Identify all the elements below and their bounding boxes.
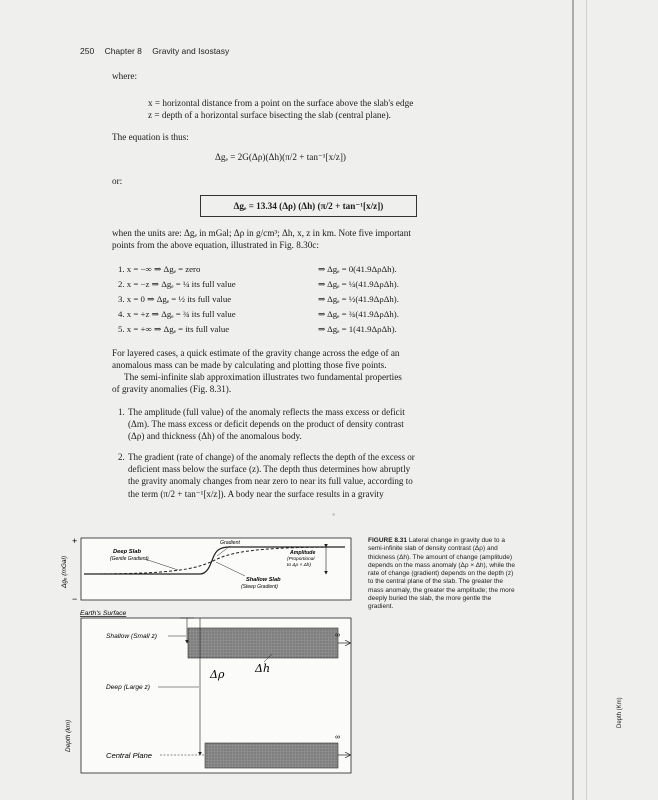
figure-number: FIGURE 8.31 xyxy=(368,537,408,544)
deep-slab-body xyxy=(205,743,338,768)
caption-text: Lateral change in gravity due to a semi-infinite slab of density contrast (Δρ) and thickness (Δh). The amount of change (amplitude) depends on the mass anomaly (Δρ × Δh), while the rate of change (gradient) depends on the depth (z) to the central plane of the slab. The greater the mass anomaly, the greater the amplitude; the more deeply buried the slab, the more gentle the gradient. xyxy=(368,537,515,611)
z-definition: z = depth of a horizontal surface bisecting the slab (central plane). xyxy=(148,110,391,120)
layered-line-1: For layered cases, a quick estimate of the gravity change across the edge of an xyxy=(112,348,400,358)
deep-slab-sub: (Gentle Gradient) xyxy=(110,556,149,562)
point-result: ⇒ Δgₑ = 1(41.9ΔρΔh). xyxy=(318,324,397,334)
deep-large-z-label: Deep (Large z) xyxy=(106,684,150,691)
page-number: 250 xyxy=(80,46,95,56)
infinity-deep: ∞ xyxy=(335,734,340,741)
y-axis-label-gravity: Δgₑ (mGal) xyxy=(61,555,68,588)
corner-mark: ∝ xyxy=(332,513,336,518)
point-result: ⇒ Δgₑ = 0(41.9ΔρΔh). xyxy=(318,264,397,274)
layered-line-2: anomalous mass can be made by calculating and plotting those five points. xyxy=(112,360,387,370)
units-line-2: points from the above equation, illustrated in Fig. 8.30c: xyxy=(112,240,319,250)
where-label: where: xyxy=(112,71,137,81)
page-gutter-shadow xyxy=(572,0,574,800)
shallow-slab-sub: (Steep Gradient) xyxy=(241,584,278,590)
amplitude-sub-2: to Δρ × Δh) xyxy=(287,563,312,568)
deep-slab-label: Deep Slab xyxy=(113,549,142,555)
amplitude-sub-1: (Proportional xyxy=(287,557,315,562)
point-result: ⇒ Δgₑ = ¼(41.9ΔρΔh). xyxy=(318,279,399,289)
item-line: deficient mass below the surface (z). The depth thus determines how abruptly xyxy=(128,464,411,475)
minus-sign: − xyxy=(72,594,78,604)
item-line: the term (π/2 + tan⁻¹[x/z]). A body near the surface results in a gravity xyxy=(128,488,384,499)
item-line: The amplitude (full value) of the anomaly reflects the mass excess or deficit xyxy=(128,407,405,417)
earth-surface-label: Earth's Surface xyxy=(80,610,127,617)
point-condition: 3. x = 0 ⇒ Δgₑ = ½ its full value xyxy=(118,294,232,304)
infinity-shallow: ∞ xyxy=(335,632,340,639)
figure-caption xyxy=(368,537,518,612)
running-header xyxy=(80,46,237,56)
point-condition: 5. x = +∞ ⇒ Δgₑ = its full value xyxy=(118,324,230,334)
item-line: the gravity anomaly changes from near zero to near its full value, according to xyxy=(128,476,413,487)
layered-line-4: of gravity anomalies (Fig. 8.31). xyxy=(112,384,232,394)
item-line: The gradient (rate of change) of the anomaly reflects the depth of the excess or xyxy=(128,452,415,462)
point-condition: 1. x = −∞ ⇒ Δgₑ = zero xyxy=(118,264,201,274)
amplitude-label: Amplitude xyxy=(290,550,316,556)
item-number: 2. xyxy=(118,452,125,462)
point-result: ⇒ Δgₑ = ½(41.9ΔρΔh). xyxy=(318,294,399,304)
gradient-label: Gradient xyxy=(220,540,240,546)
item-line: (Δm). The mass excess or deficit depends on the product of density contrast xyxy=(128,419,404,430)
side-depth-label: Depth (Km) xyxy=(617,697,623,728)
plus-sign: + xyxy=(72,536,78,546)
layered-line-3: The semi-infinite slab approximation illustrates two fundamental properties xyxy=(124,372,402,382)
point-condition: 2. x = −z ⇒ Δgₑ = ¼ its full value xyxy=(118,279,236,289)
point-condition: 4. x = +z ⇒ Δgₑ = ¾ its full value xyxy=(118,309,236,319)
equation-intro: The equation is thus: xyxy=(112,132,189,142)
chapter-label: Chapter 8 xyxy=(104,46,142,56)
y-axis-label-depth: Depth (km) xyxy=(65,719,72,752)
chapter-title: Gravity and Isostasy xyxy=(152,46,230,56)
point-result: ⇒ Δgₑ = ¾(41.9ΔρΔh). xyxy=(318,309,399,319)
page-gutter-line xyxy=(586,0,587,800)
units-line-1: when the units are: Δgₑ in mGal; Δρ in g/cm³; Δh, x, z in km. Note five important xyxy=(112,228,411,238)
shallow-slab-body xyxy=(188,628,338,658)
central-plane-label: Central Plane xyxy=(106,751,153,760)
delta-rho-label: Δρ xyxy=(210,668,225,681)
x-definition: x = horizontal distance from a point on the surface above the slab's edge xyxy=(148,98,414,108)
delta-h-label: Δh xyxy=(255,662,271,675)
boxed-equation: Δgₑ = 13.34 (Δρ) (Δh) (π/2 + tan⁻¹[x/z]) xyxy=(200,195,417,217)
shallow-slab-label: Shallow Slab xyxy=(246,577,281,583)
item-line: (Δρ) and thickness (Δh) of the anomalous body. xyxy=(128,431,302,442)
item-number: 1. xyxy=(118,407,125,417)
or-label: or: xyxy=(112,176,123,186)
list-item xyxy=(128,451,503,500)
shallow-small-z-label: Shallow (Small z) xyxy=(106,633,157,640)
equation-1: Δgₑ = 2G(Δρ)(Δh)(π/2 + tan⁻¹[x/z]) xyxy=(215,152,346,162)
list-item xyxy=(128,406,503,443)
figure-8-31 xyxy=(50,530,360,780)
